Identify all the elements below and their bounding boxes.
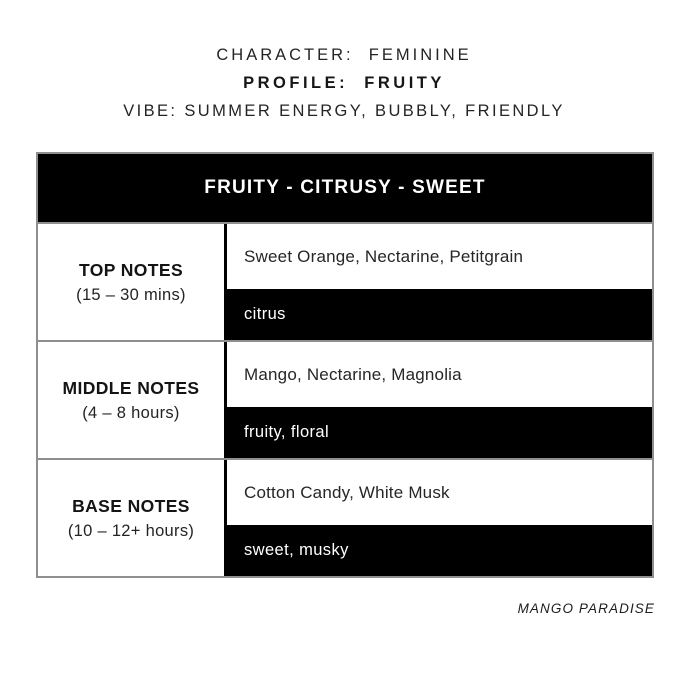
- base-notes-list: Cotton Candy, White Musk: [227, 460, 652, 525]
- top-notes-content-cell: [227, 224, 652, 340]
- base-notes-content-cell: [227, 460, 652, 576]
- table-row-middle-notes: [38, 340, 652, 458]
- base-notes-duration: (10 – 12+ hours): [67, 521, 195, 540]
- middle-notes-content-cell: [227, 342, 652, 458]
- middle-notes-list: Mango, Nectarine, Magnolia: [227, 342, 652, 407]
- base-notes-label-cell: [38, 460, 227, 576]
- middle-notes-duration: (4 – 8 hours): [82, 403, 180, 422]
- top-notes-accord-bar: citrus: [227, 289, 652, 340]
- character-line: CHARACTER: FEMININE: [216, 46, 472, 64]
- top-notes-label-cell: [38, 224, 227, 340]
- fragrance-notes-table: [36, 152, 654, 578]
- top-notes-duration: (15 – 30 mins): [76, 285, 186, 304]
- top-notes-list: Sweet Orange, Nectarine, Petitgrain: [227, 224, 652, 289]
- middle-notes-accord-bar: fruity, floral: [227, 407, 652, 458]
- base-notes-accord-bar: sweet, musky: [227, 525, 652, 576]
- profile-line: PROFILE: FRUITY: [243, 74, 445, 92]
- vibe-line: VIBE: SUMMER ENERGY, BUBBLY, FRIENDLY: [123, 102, 565, 120]
- product-name: MANGO PARADISE: [517, 601, 655, 616]
- intro-block: [0, 41, 688, 125]
- table-row-base-notes: [38, 458, 652, 576]
- top-notes-label: TOP NOTES: [78, 259, 184, 280]
- middle-notes-label: MIDDLE NOTES: [62, 377, 200, 398]
- scent-profile-banner: FRUITY - CITRUSY - SWEET: [38, 154, 652, 222]
- table-row-top-notes: [38, 222, 652, 340]
- base-notes-label: BASE NOTES: [72, 495, 190, 516]
- middle-notes-label-cell: [38, 342, 227, 458]
